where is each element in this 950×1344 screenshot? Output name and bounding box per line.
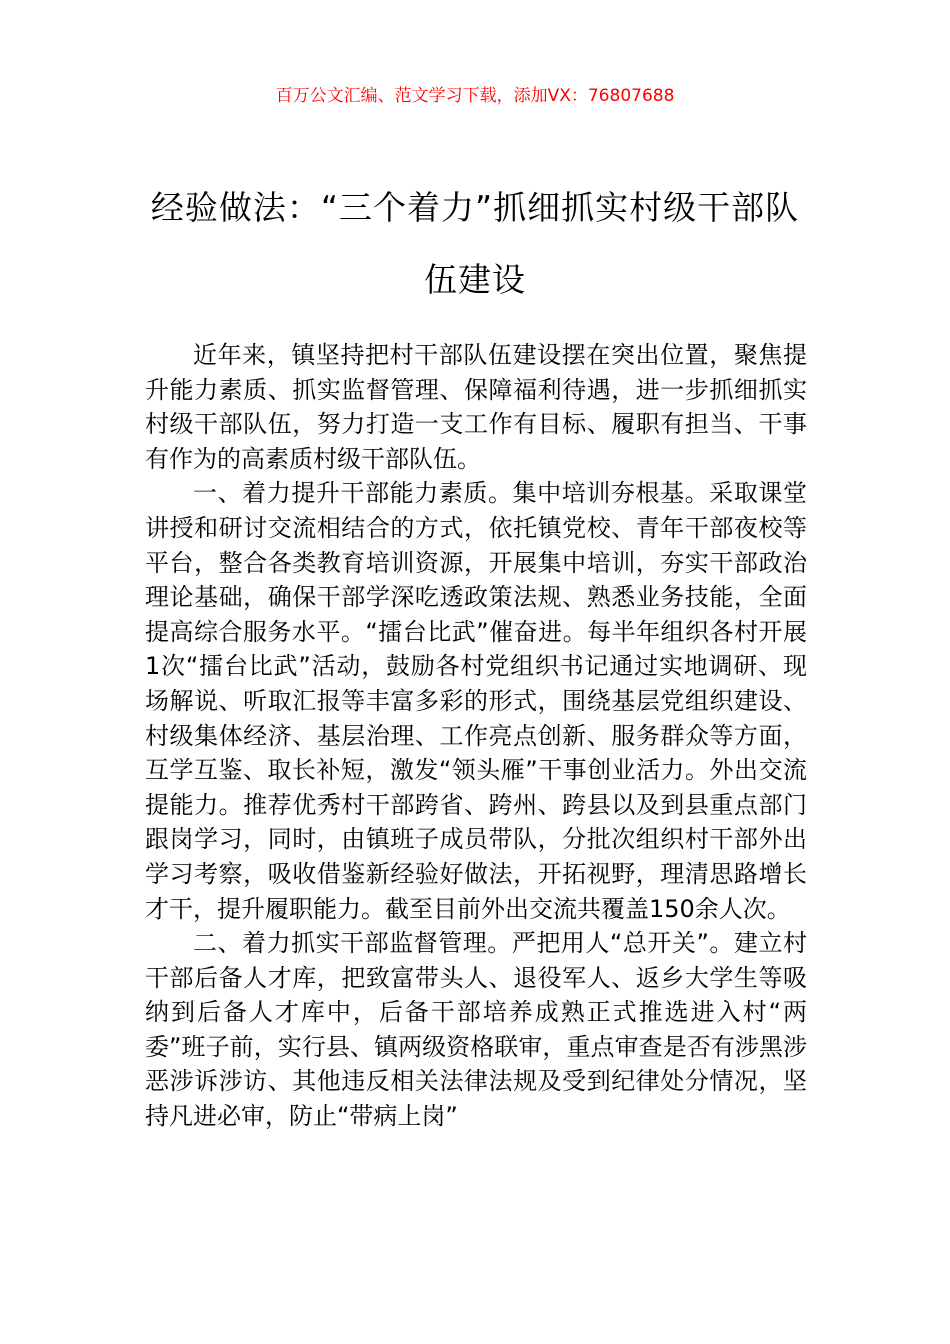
paragraph-section-2: 二、着力抓实干部监督管理。严把用人“总开关”。建立村干部后备人才库，把致富带头人、退役军人、返乡大学生等吸纳到后备人才库中，后备干部培养成熟正式推选进入村“两委”班子前，实行县、镇两级资格联审，重点审查是否有涉黑涉恶涉诉涉访、其他违反相关法律法规及受到纪律处分情况，坚持凡进必审，防止“带病上岗” — [145, 929, 807, 1131]
document-title: 经验做法：“三个着力”抓细抓实村级干部队伍建设 — [150, 188, 800, 299]
paragraph-intro: 近年来，镇坚持把村干部队伍建设摆在突出位置，聚焦提升能力素质、抓实监督管理、保障福利待遇，进一步抓细抓实村级干部队伍，努力打造一支工作有目标、履职有担当、干事有作为的高素质村级干部队伍。 — [145, 341, 807, 473]
document-body — [145, 338, 807, 1134]
paragraph-section-1: 一、着力提升干部能力素质。集中培训夯根基。采取课堂讲授和研讨交流相结合的方式，依托镇党校、青年干部夜校等平台，整合各类教育培训资源，开展集中培训，夯实干部政治理论基础，确保干部学深吃透政策法规、熟悉业务技能，全面提高综合服务水平。“擂台比武”催奋进。每半年组织各村开展1次“擂台比武”活动，鼓励各村党组织书记通过实地调研、现场解说、听取汇报等丰富多彩的形式，围绕基层党组织建设、村级集体经济、基层治理、工作亮点创新、服务群众等方面，互学互鉴、取长补短，激发“领头雁”干事创业活力。外出交流提能力。推荐优秀村干部跨省、跨州、跨县以及到县重点部门跟岗学习，同时，由镇班子成员带队，分批次组织村干部外出学习考察，吸收借鉴新经验好做法，开拓视野，理清思路增长才干，提升履职能力。截至目前外出交流共覆盖150余人次。 — [145, 479, 807, 923]
header-note: 百万公文汇编、范文学习下载，添加VX：76807688 — [275, 86, 675, 106]
